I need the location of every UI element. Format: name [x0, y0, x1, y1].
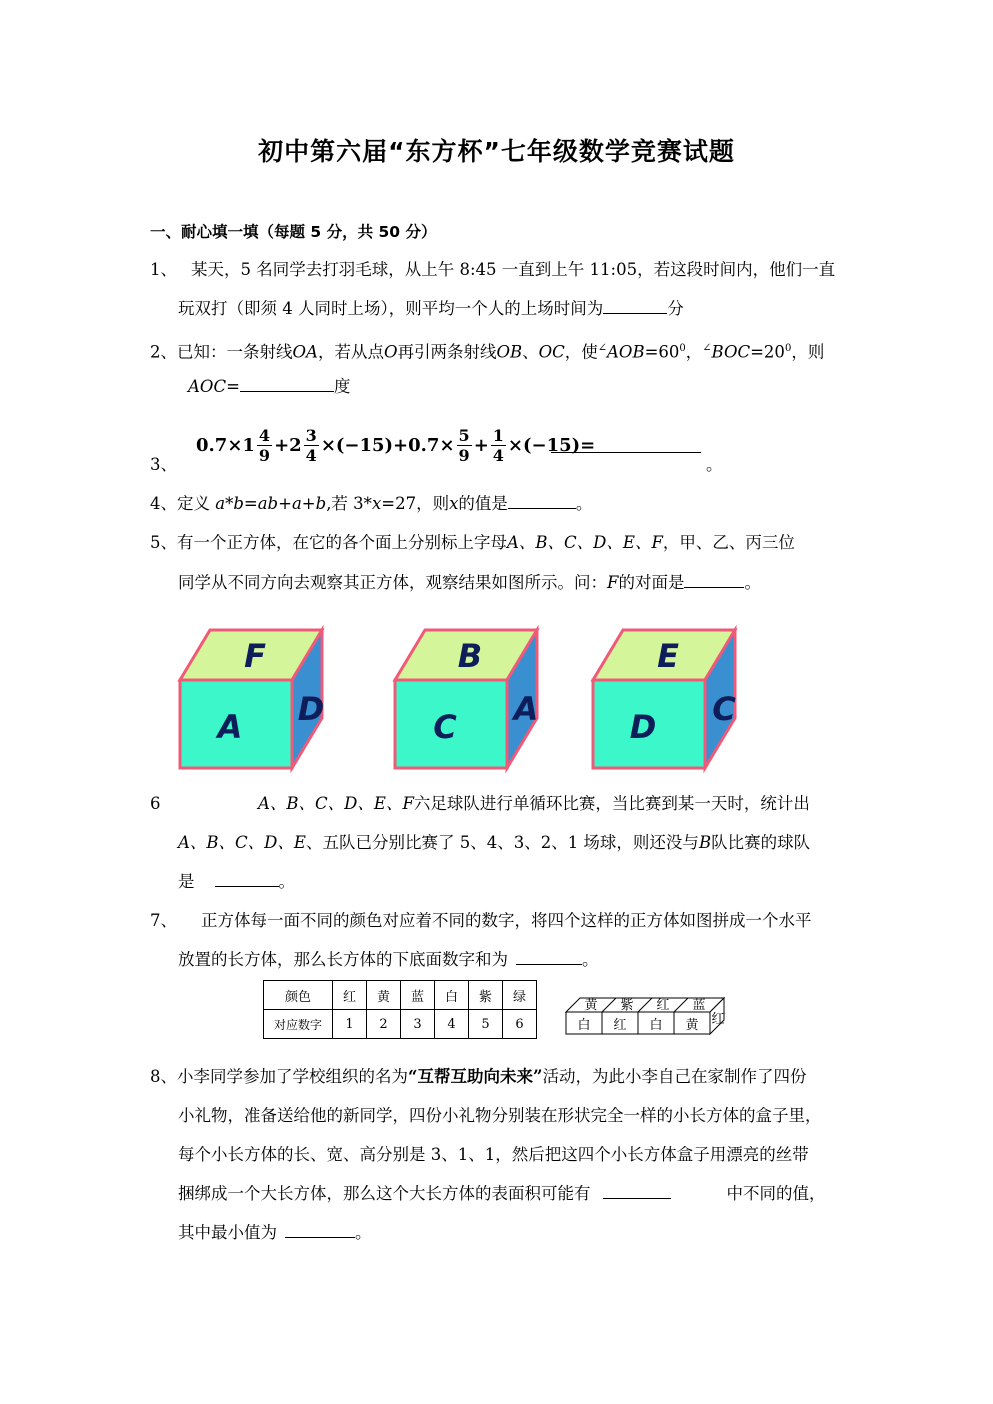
- question-8-line-4: 捆绑成一个大长方体，那么这个大长方体的表面积可能有 中不同的值，: [178, 1184, 826, 1203]
- cube-1: [180, 630, 324, 768]
- question-6-line-3: 是 。: [178, 872, 295, 891]
- cuboid-top-label: 红: [656, 998, 670, 1013]
- question-8-line-2: 小礼物，准备送给他的新同学，四份小礼物分别装在形状完全一样的小长方体的盒子里，: [178, 1106, 822, 1125]
- question-number: 4、: [150, 494, 177, 513]
- question-number: 6: [150, 794, 161, 813]
- cube-top-letter: F: [244, 637, 266, 675]
- cuboid-figure: [562, 990, 732, 1040]
- question-text: 某天，5 名同学去打羽毛球，从上午 8:45 一直到上午 11:05，若这段时间内，他们一直: [191, 260, 836, 279]
- answer-blank[interactable]: [508, 494, 576, 509]
- answer-blank[interactable]: [240, 377, 334, 392]
- question-6-line-1: A、B、C、D、E、F六足球队进行单循环比赛，当比赛到某一天时，统计出: [258, 794, 810, 813]
- cuboid-top-label: 紫: [620, 998, 634, 1013]
- answer-blank[interactable]: [215, 872, 279, 887]
- table-row: [264, 1010, 537, 1039]
- cuboid-front-label: 白: [649, 1018, 663, 1033]
- table-header: 对应数字: [264, 1010, 333, 1039]
- table-cell: 4: [435, 1010, 469, 1039]
- cube-side-letter: D: [297, 690, 325, 728]
- section-heading: 一、耐心填一填（每题 5 分，共 50 分）: [150, 223, 437, 241]
- table-cell: 红: [333, 981, 367, 1010]
- cuboid-front-label: 黄: [685, 1018, 699, 1033]
- cube-top-letter: B: [457, 637, 483, 675]
- answer-blank[interactable]: [684, 573, 744, 588]
- table-row: [264, 981, 537, 1010]
- cube-top-letter: E: [657, 637, 679, 675]
- answer-blank[interactable]: [551, 452, 701, 453]
- question-number: 7、: [150, 911, 177, 930]
- fraction: $\frac{3}{4}$: [305, 425, 317, 465]
- fraction: $\frac{5}{9}$: [458, 425, 470, 465]
- table-cell: 黄: [367, 981, 401, 1010]
- answer-blank[interactable]: [285, 1223, 355, 1238]
- question-5-line-1: 5、有一个正方体，在它的各个面上分别标上字母A、B、C、D、E、F，甲、乙、丙三位: [150, 533, 795, 552]
- table-cell: 紫: [469, 981, 503, 1010]
- fraction: 4 9: [258, 425, 271, 465]
- page-title: 初中第六届“东方杯”七年级数学竞赛试题: [258, 137, 735, 166]
- question-text: 玩双打（即须 4 人同时上场），则平均一个人的上场时间为: [178, 299, 604, 318]
- question-1-line-1: [150, 260, 835, 280]
- question-number: 2、: [150, 342, 177, 362]
- cuboid-front-label: 白: [577, 1018, 591, 1033]
- angle-symbol: ∠: [702, 341, 712, 354]
- cube-front-letter: C: [433, 708, 457, 746]
- answer-blank[interactable]: [603, 299, 667, 314]
- cuboid-side-label: 红: [711, 1012, 725, 1027]
- question-8-line-5: 其中最小值为 。: [178, 1223, 372, 1242]
- question-2-line-2: AOC= 度: [188, 377, 351, 396]
- cube-side-letter: A: [513, 690, 539, 728]
- color-number-table: [263, 980, 537, 1039]
- table-cell: 蓝: [401, 981, 435, 1010]
- question-8-line-3: 每个小长方体的长、宽、高分别是 3、1、1，然后把这四个小长方体盒子用漂亮的丝带: [178, 1145, 809, 1164]
- table-cell: 2: [367, 1010, 401, 1039]
- table-header: 颜色: [264, 981, 333, 1010]
- fraction: $\frac{1}{4}$: [492, 425, 504, 465]
- cube-side-letter: C: [712, 690, 736, 728]
- question-5-line-2: 同学从不同方向去观察其正方体，观察结果如图所示。问：F的对面是 。: [178, 573, 761, 592]
- question-4: 4、定义 a*b=ab+a+b,若 3*x=27，则x的值是 。: [150, 494, 593, 513]
- table-cell: 5: [469, 1010, 503, 1039]
- question-2-line-1: 2、已知：一条射线OA，若从点O再引两条射线OB、OC，使$^\angle AOB=60^0$，$^\angle BOC=20^0$，则: [150, 341, 825, 362]
- cube-3: [593, 630, 736, 768]
- cube-front-letter: D: [629, 708, 657, 746]
- table-cell: 1: [333, 1010, 367, 1039]
- cube-figures: [170, 620, 770, 785]
- answer-blank[interactable]: [603, 1184, 671, 1199]
- table-cell: 6: [503, 1010, 537, 1039]
- question-8-line-1: 8、小李同学参加了学校组织的名为“互帮互助向未来”活动，为此小李自己在家制作了四份: [150, 1067, 807, 1086]
- cuboid-top-label: 黄: [584, 998, 598, 1013]
- answer-blank[interactable]: [516, 950, 582, 965]
- cuboid-top-label: 蓝: [692, 998, 706, 1013]
- cuboid-front-label: 红: [613, 1018, 627, 1033]
- table-cell: 绿: [503, 981, 537, 1010]
- cube-2: [395, 630, 538, 768]
- question-number: 8、: [150, 1067, 177, 1086]
- question-1-line-2: [178, 299, 684, 319]
- question-7-line-1: 7、 正方体每一面不同的颜色对应着不同的数字，将四个这样的正方体如图拼成一个水平: [150, 911, 812, 930]
- table-cell: 3: [401, 1010, 435, 1039]
- question-number: 1、: [150, 260, 177, 279]
- angle-symbol: ∠: [597, 341, 608, 354]
- question-number: 5、: [150, 533, 177, 552]
- math-expression: 0.7×1 4 9 +2 $\frac{3}{4}$ ×(−15)+0.7× $\frac{5}{9}$ + $\frac{1}{4}$ ×(−15)=: [196, 425, 596, 465]
- question-6-line-2: A、B、C、D、E、五队已分别比赛了 5、4、3、2、1 场球，则还没与B队比赛的球队: [178, 833, 811, 852]
- question-number: 3、: [150, 455, 177, 474]
- question-7-line-2: 放置的长方体，那么长方体的下底面数字和为 。: [178, 950, 599, 969]
- question-text: 分: [667, 299, 684, 318]
- table-cell: 白: [435, 981, 469, 1010]
- cube-front-letter: A: [217, 708, 243, 746]
